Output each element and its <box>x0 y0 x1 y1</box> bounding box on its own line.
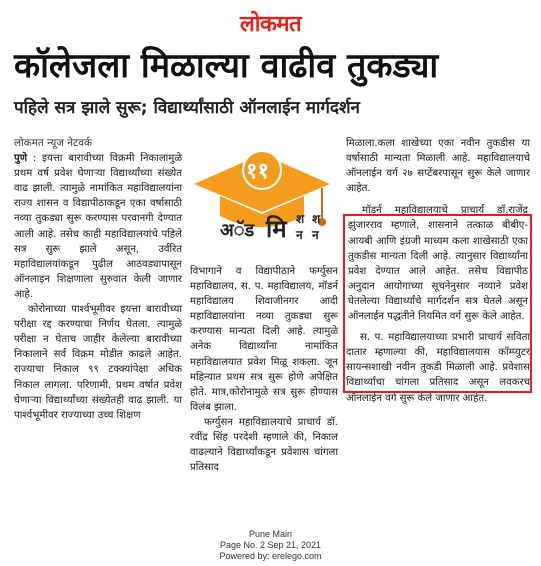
graphic-number: ११ <box>246 159 269 184</box>
col1-paragraph-2: कोरोनाच्या पार्श्वभूमीवर इयत्ता बारावीच्या परीक्षा रद्द करण्याचा निर्णय घेतला. त्यामुळे परीक्षा न घेताच जाहीर केलेल्या बारावीच्या निकालाने सर्व विक्रम मोडीत काढले आहेत. राज्याचा निकाल ९९ टक्क्यांपेक्षा अधिक निकाल लागला. परिणामी, प्रथम वर्षात प्रवेश घेणाऱ्या विद्यार्थ्यांच्या संख्येतही वाढ झाली. या पार्श्वभूमीवर राज्याच्या उच्च शिक्षण <box>14 304 182 421</box>
col1-paragraph-1: पुणे : इयत्ता बारावीच्या विक्रमी निकालामुळे प्रथम वर्ष प्रवेश घेणाऱ्या विद्यार्थ्यांच्या संख्येत वाढ झाली. त्यामुळे नामांकित महाविद्यालयांना राज्य शासन व विद्यापीठाकडून एका वर्षासाठी नव्या तुकड्या सुरू करण्यास परवानगी देण्यात आली आहे. तसेच काही महाविद्यालयांचे पहिले सत्र सुरू झाले असून, उर्वरित महाविद्यालयांकडून पुढील आठवड्यापासून ऑनलाइन शिक्षणाला सुरुवात केली जाणार आहे. <box>14 153 182 300</box>
graphic-word-right-bot2: न <box>312 228 319 242</box>
subheadline: पहिले सत्र झाले सुरू; विद्यार्थ्यांसाठी ऑनलाईन मार्गदर्शन <box>14 98 360 118</box>
footer-page-date: Page No. 2 Sep 21, 2021 <box>219 540 322 550</box>
col3-paragraph-3: स. प. महाविद्यालयाच्या प्रभारी प्राचार्य सविता दातार म्हणाल्या की, महाविद्यालयास कॉम्प्युटर सायन्सशाखी नवीन तुकडी मिळाली आहे. प्रवेशास विद्यार्थ्यांचा चांगला प्रतिसाद असून लवकरच ऑनलाईन वर्ग सुरू केले जाणार आहेत. <box>346 332 530 404</box>
dateline: पुणे <box>14 153 28 165</box>
graphic-word-right-mid: न <box>296 228 303 242</box>
column-2 <box>190 264 338 475</box>
masthead-logo: लोकमत <box>239 12 302 37</box>
graphic-word-left: अॅड <box>220 220 255 241</box>
graphic-word-right-top: श <box>296 212 305 226</box>
byline: लोकमत न्यूज नेटवर्क <box>14 137 93 149</box>
footer-edition: Pune Main <box>248 529 293 539</box>
headline: कॉलेजला मिळाल्या वाढीव तुकड्या <box>14 46 439 86</box>
graphic-word-right-top2: श <box>312 212 321 226</box>
footer <box>0 529 541 562</box>
col3-paragraph-1: मिळाला.कला शाखेच्या एका नवीन तुकडीस या वर्षासाठी मान्यता मिळाली आहे. महाविद्यालयाचे ऑनलाईन वर्ग २७ सप्टेंबरपासून सुरू केले जाणार आहेत. <box>346 138 530 195</box>
col2-paragraph-2: फर्ग्युसन महाविद्यालयाचे प्राचार्य डॉ. रवींद्र सिंह परदेशी म्हणाले की, निकाल वाढल्याने विद्यार्थ्यांकडून प्रवेशास चांगला प्रतिसाद <box>190 416 338 474</box>
footer-powered-by: Powered by: erelego.com <box>219 551 322 561</box>
graphic-word-mid: मि <box>266 215 287 243</box>
highlight-box <box>343 214 532 393</box>
col3-paragraph-2: मॉडर्न महाविद्यालयाचे प्राचार्य डॉ.राजेंद्र झुंजारराव म्हणाले, शासनाने तत्काळ बीबीए-आयबी आणि इंग्रजी माध्यम कला शाखेसाठी एका तुकडीस मान्यता दिली आहे. त्यानुसार विद्यार्थ्यांना प्रवेश देण्यात आले आहेत. तसेच विद्यापीठ अनुदान आयोगाच्या सूचनेनुसार नव्याने प्रवेश घेतलेल्या विद्यार्थ्यांचे मार्गदर्शन सत्र घेतले असून ऑनलाईन पद्धतीने नियमित वर्ग सुरू केले आहेत. <box>348 205 528 323</box>
admission-graphic <box>190 146 338 258</box>
col2-paragraph-1: विभागाने व विद्यापीठाने फर्ग्युसन महाविद्यालय, स. प. महाविद्यालय, मॉडर्न महाविद्यालय शिवाजीनगर आदी महाविद्यालयांना नव्या तुकड्या सुरू करण्यास मान्यता दिली आहे. त्यामुळे अनेक विद्यार्थ्यांना नामांकित महाविद्यालयात प्रवेश मिळू शकला. जून महिन्यात प्रथम सत्र सुरू होणे अपेक्षित होते. मात्र,कोरोनामुळे सत्र सुरू होण्यास विलंब झाला. <box>190 266 338 413</box>
column-1 <box>14 136 182 423</box>
